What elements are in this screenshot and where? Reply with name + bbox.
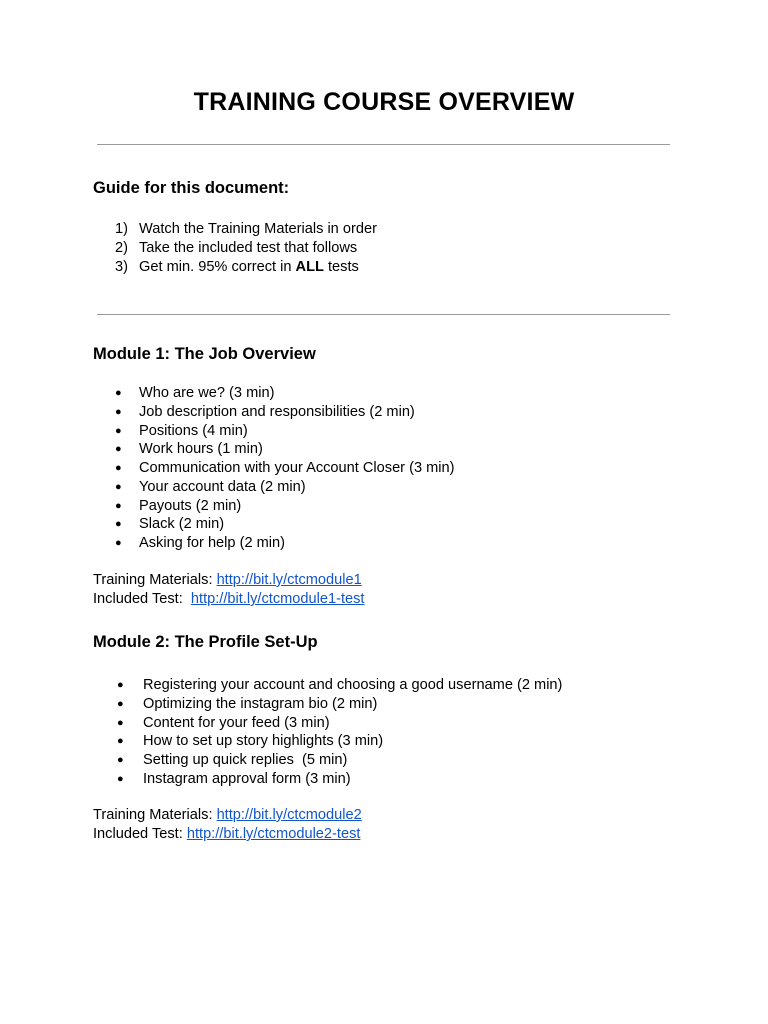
list-item-text: Communication with your Account Closer (3 min) (139, 460, 455, 476)
bullet-icon: ● (115, 424, 122, 437)
bullet-icon: ● (117, 772, 124, 785)
list-item-text: Registering your account and choosing a good username (2 min) (143, 677, 563, 693)
list-item-text: Slack (2 min) (139, 516, 225, 533)
bullet-icon: ● (117, 679, 124, 691)
list-item-text: How to set up story highlights (3 min) (143, 733, 384, 750)
bullet-icon: ● (115, 462, 122, 474)
module2-test (93, 825, 360, 844)
module2-materials (93, 806, 362, 825)
bullet-icon: ● (115, 387, 122, 399)
emphasis-text: ALL (295, 258, 324, 275)
list-item-text: Job description and responsibilities (2 min) (139, 403, 415, 420)
list-item-text: Watch the Training Materials in order (139, 221, 377, 237)
bullet-icon: ● (115, 443, 122, 456)
test-label: Included Test: (93, 826, 187, 842)
list-item-text (139, 258, 359, 277)
list-item-text: Optimizing the instagram bio (2 min) (143, 695, 378, 712)
list-item-text: Take the included test that follows (139, 239, 358, 256)
module2-test-link[interactable]: http://bit.ly/ctcmodule2-test (186, 826, 361, 842)
list-item-text: Instagram approval form (3 min) (143, 770, 351, 787)
bullet-icon: ● (117, 697, 124, 710)
list-number: 1) (115, 221, 128, 237)
list-item-text: Setting up quick replies (5 min) (143, 752, 348, 768)
bullet-icon: ● (115, 518, 122, 531)
materials-label: Training Materials: (93, 807, 217, 823)
document-title: TRAINING COURSE OVERVIEW (193, 88, 575, 116)
list-item-text-part: tests (323, 258, 359, 275)
module1-heading: Module 1: The Job Overview (93, 345, 316, 363)
module1-materials (93, 571, 362, 590)
module1-materials-link[interactable]: http://bit.ly/ctcmodule1 (216, 572, 362, 588)
list-item-text: Asking for help (2 min) (139, 535, 285, 551)
list-item-text: Content for your feed (3 min) (143, 714, 330, 731)
list-item-text-part: Get min. 95% correct in (139, 258, 296, 275)
bullet-icon: ● (115, 537, 122, 549)
horizontal-divider (97, 144, 670, 145)
bullet-icon: ● (115, 480, 122, 493)
bullet-icon: ● (117, 754, 124, 766)
materials-label: Training Materials: (93, 572, 217, 588)
horizontal-divider (97, 314, 670, 315)
test-label: Included Test: (93, 591, 191, 607)
module2-heading: Module 2: The Profile Set-Up (93, 633, 318, 651)
list-item-text: Work hours (1 min) (139, 441, 263, 458)
bullet-icon: ● (117, 735, 124, 748)
list-number: 2) (115, 239, 128, 256)
bullet-icon: ● (117, 716, 124, 729)
list-item-text: Your account data (2 min) (139, 478, 306, 495)
list-item-text: Who are we? (3 min) (139, 385, 275, 401)
module1-test-link[interactable]: http://bit.ly/ctcmodule1-test (190, 591, 365, 607)
guide-heading: Guide for this document: (93, 179, 290, 197)
bullet-icon: ● (115, 499, 122, 512)
list-item-text: Positions (4 min) (139, 422, 248, 439)
bullet-icon: ● (115, 405, 122, 418)
module2-materials-link[interactable]: http://bit.ly/ctcmodule2 (216, 807, 362, 823)
list-number: 3) (115, 258, 128, 275)
module1-test (93, 590, 365, 609)
list-item-text: Payouts (2 min) (139, 497, 242, 514)
